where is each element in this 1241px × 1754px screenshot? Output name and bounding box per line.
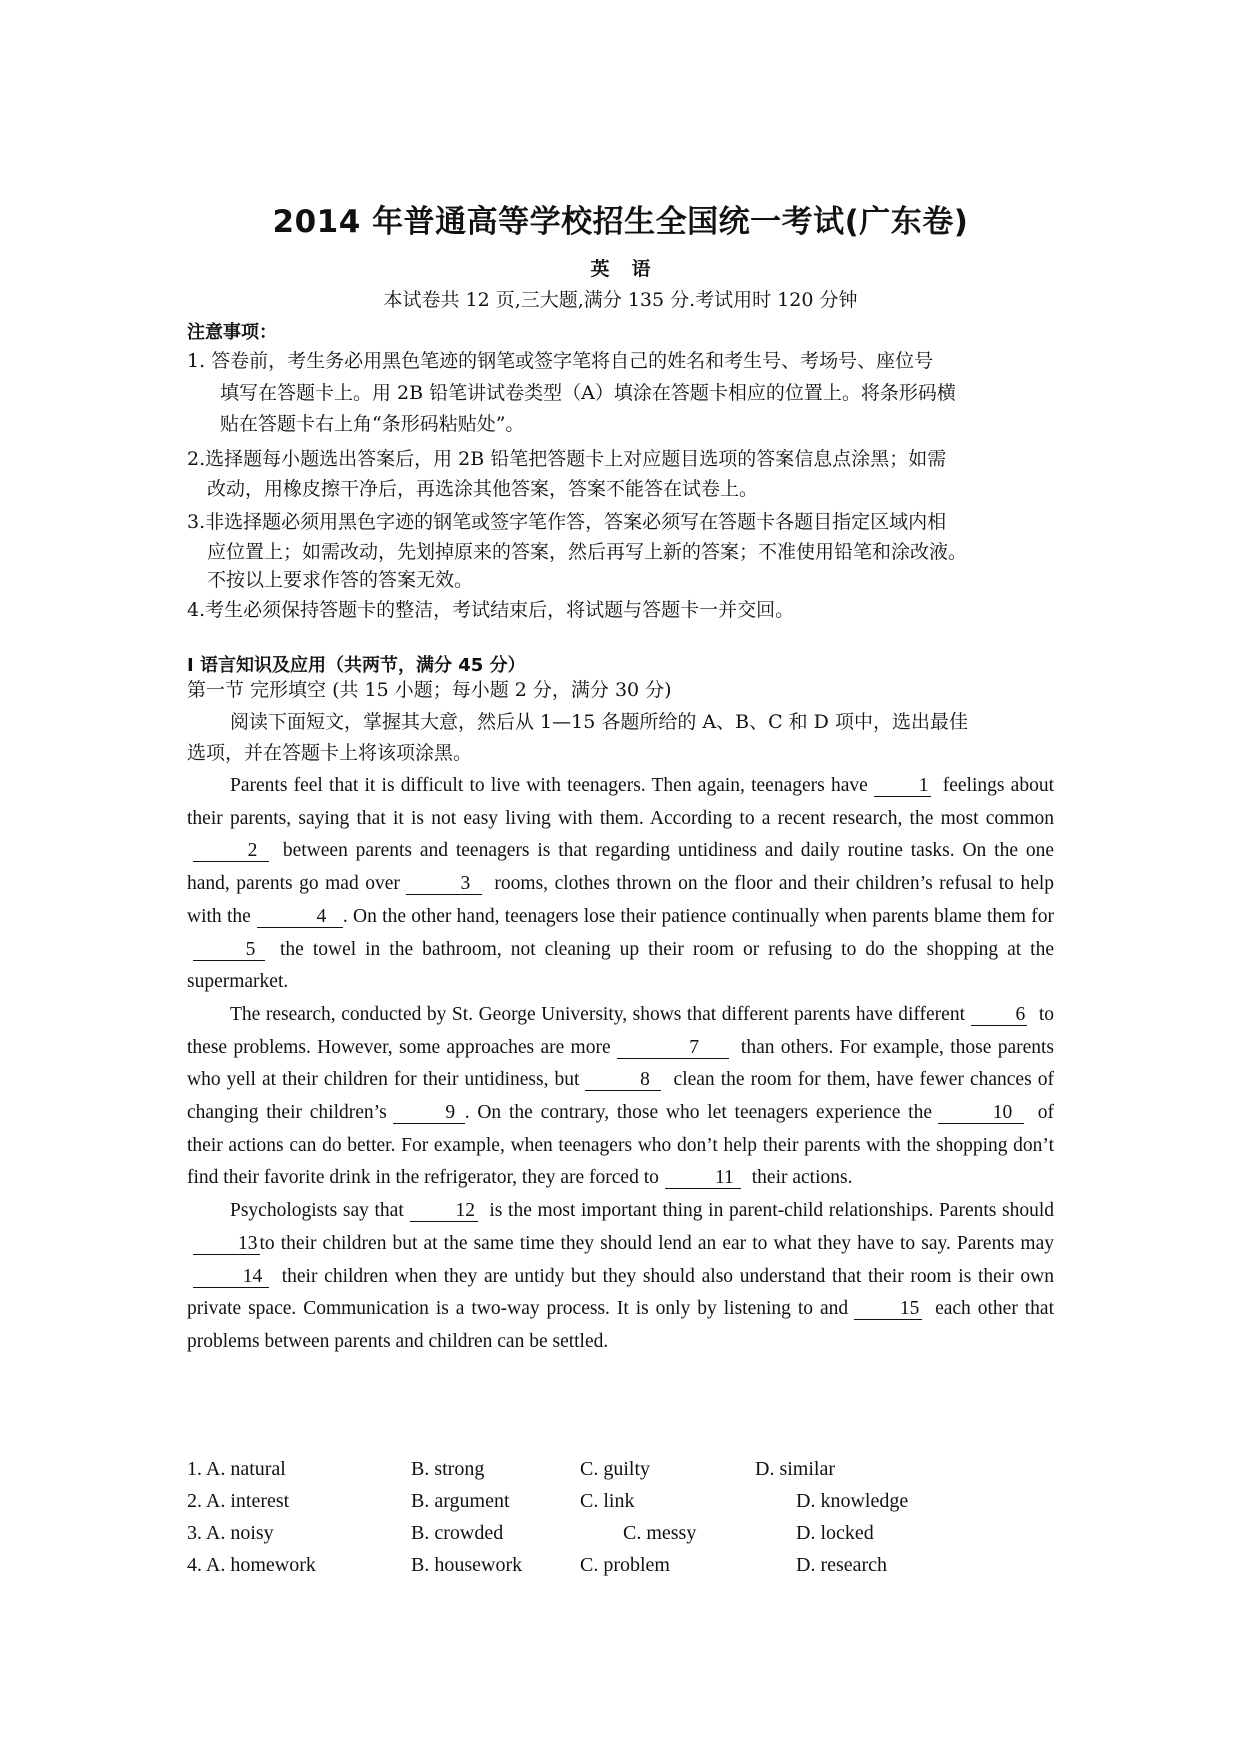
passage-text: to their children but at the same time they should lend an ear to what they have to say. Parents may bbox=[259, 1232, 1054, 1254]
cloze-blank: 15 bbox=[854, 1298, 922, 1320]
cloze-blank: 6 bbox=[971, 1004, 1028, 1026]
passage-text: Parents feel that it is difficult to live with teenagers. Then again, teenagers have bbox=[230, 775, 868, 796]
part-title: 第一节 完形填空 (共 15 小题；每小题 2 分，满分 30 分) bbox=[187, 679, 672, 701]
cloze-blank: 5 bbox=[193, 939, 265, 961]
cloze-blank: 4 bbox=[257, 906, 343, 928]
cloze-blank: 1 bbox=[874, 775, 931, 797]
notice-line: 4.考生必须保持答题卡的整洁，考试结束后，将试题与答题卡一并交回。 bbox=[187, 599, 795, 621]
passage-text: each other that problems between parents and children can be settled. bbox=[187, 1298, 1054, 1352]
option-b: B. argument bbox=[411, 1490, 510, 1512]
option-b: B. crowded bbox=[411, 1522, 504, 1544]
cloze-blank: 14 bbox=[193, 1266, 269, 1288]
option-d: D. research bbox=[796, 1554, 888, 1576]
option-b: B. housework bbox=[411, 1554, 523, 1576]
option-d: D. locked bbox=[796, 1522, 874, 1544]
subject-label: 英语 bbox=[590, 258, 673, 280]
passage-text: feelings about their parents, saying that it is not easy living with them. According to a recent research, the most common bbox=[187, 775, 1054, 829]
cloze-blank: 10 bbox=[938, 1102, 1024, 1124]
passage-text: . On the other hand, teenagers lose their patience continually when parents blame them for bbox=[342, 905, 1054, 927]
passage-text: the towel in the bathroom, not cleaning up their room or refusing to do the shopping at the supermarket. bbox=[187, 938, 1054, 993]
option-a: 1. A. natural bbox=[187, 1458, 286, 1480]
passage-text: to these problems. However, some approaches are more bbox=[187, 1003, 1055, 1058]
option-c: C. guilty bbox=[580, 1458, 651, 1480]
section-heading: I 语言知识及应用（共两节，满分 45 分） bbox=[187, 655, 526, 676]
notice-line: 2.选择题每小题选出答案后，用 2B 铅笔把答题卡上对应题目选项的答案信息点涂黑；如需 bbox=[187, 448, 947, 470]
cloze-blank: 3 bbox=[406, 873, 482, 895]
instruction-line: 选项，并在答题卡上将该项涂黑。 bbox=[187, 742, 473, 764]
option-a: 4. A. homework bbox=[187, 1554, 316, 1576]
notice-line: 应位置上；如需改动，先划掉原来的答案，然后再写上新的答案；不准使用铅笔和涂改液。 bbox=[207, 541, 968, 563]
option-b: B. strong bbox=[411, 1458, 485, 1480]
notice-line: 填写在答题卡上。用 2B 铅笔讲试卷类型（A）填涂在答题卡相应的位置上。将条形码横 bbox=[220, 382, 956, 404]
option-d: D. similar bbox=[755, 1458, 835, 1480]
passage-text: between parents and teenagers is that regarding untidiness and daily routine tasks. On the one hand, parents go mad over bbox=[187, 840, 1054, 895]
passage-text: than others. For example, those parents who yell at their children for their untidiness, but bbox=[187, 1036, 1055, 1091]
notice-line: 改动，用橡皮擦干净后，再选涂其他答案，答案不能答在试卷上。 bbox=[207, 478, 759, 500]
paper-info: 本试卷共 12 页,三大题,满分 135 分.考试用时 120 分钟 bbox=[383, 289, 858, 311]
passage-text: clean the room for them, have fewer chances of changing their children’s bbox=[187, 1069, 1054, 1124]
option-d: D. knowledge bbox=[796, 1490, 909, 1512]
passage-text: Psychologists say that bbox=[230, 1200, 404, 1222]
cloze-blank: 12 bbox=[410, 1200, 478, 1222]
passage-text: of their actions can do better. For example, when teenagers who don’t help their parents with the shopping don’t find their favorite drink in the refrigerator, they are forced to bbox=[187, 1102, 1055, 1189]
notice-heading: 注意事项： bbox=[187, 322, 277, 343]
option-c: C. problem bbox=[580, 1554, 670, 1576]
notice-line: 不按以上要求作答的答案无效。 bbox=[207, 569, 474, 591]
cloze-blank: 7 bbox=[617, 1037, 729, 1059]
passage-text: The research, conducted by St. George University, shows that different parents have different bbox=[230, 1003, 965, 1025]
option-a: 3. A. noisy bbox=[187, 1522, 274, 1544]
cloze-blank: 13 bbox=[193, 1233, 260, 1255]
option-c: C. messy bbox=[623, 1522, 697, 1544]
cloze-blank: 8 bbox=[585, 1069, 661, 1091]
passage-text: rooms, clothes thrown on the floor and their children’s refusal to help with the bbox=[187, 873, 1055, 927]
notice-line: 1. 答卷前，考生务必用黑色笔迹的钢笔或签字笔将自己的姓名和考生号、考场号、座位号 bbox=[187, 350, 934, 372]
passage-text: is the most important thing in parent-child relationships. Parents should bbox=[489, 1200, 1054, 1222]
notice-line: 贴在答题卡右上角“条形码粘贴处”。 bbox=[220, 413, 525, 435]
exam-title: 2014 年普通高等学校招生全国统一考试(广东卷) bbox=[272, 204, 969, 240]
passage-paragraph bbox=[187, 999, 1054, 1195]
passage-text: their actions. bbox=[751, 1167, 853, 1189]
option-a: 2. A. interest bbox=[187, 1490, 290, 1512]
passage-paragraph bbox=[187, 1195, 1054, 1359]
passage-text: . On the contrary, those who let teenagers experience the bbox=[464, 1102, 932, 1124]
cloze-blank: 9 bbox=[393, 1102, 465, 1124]
cloze-blank: 2 bbox=[193, 840, 269, 862]
passage-paragraph bbox=[187, 770, 1054, 999]
option-c: C. link bbox=[580, 1490, 635, 1512]
passage-text: their children when they are untidy but they should also understand that their room is their own private space. Communication is a two-way process. It is only by listening to and bbox=[187, 1265, 1055, 1320]
instruction-line: 阅读下面短文，掌握其大意，然后从 1—15 各题所给的 A、B、C 和 D 项中，选出最佳 bbox=[230, 711, 968, 733]
cloze-passage bbox=[187, 770, 1054, 1359]
cloze-blank: 11 bbox=[665, 1167, 741, 1189]
notice-line: 3.非选择题必须用黑色字迹的钢笔或签字笔作答，答案必须写在答题卡各题目指定区域内相 bbox=[187, 511, 947, 533]
